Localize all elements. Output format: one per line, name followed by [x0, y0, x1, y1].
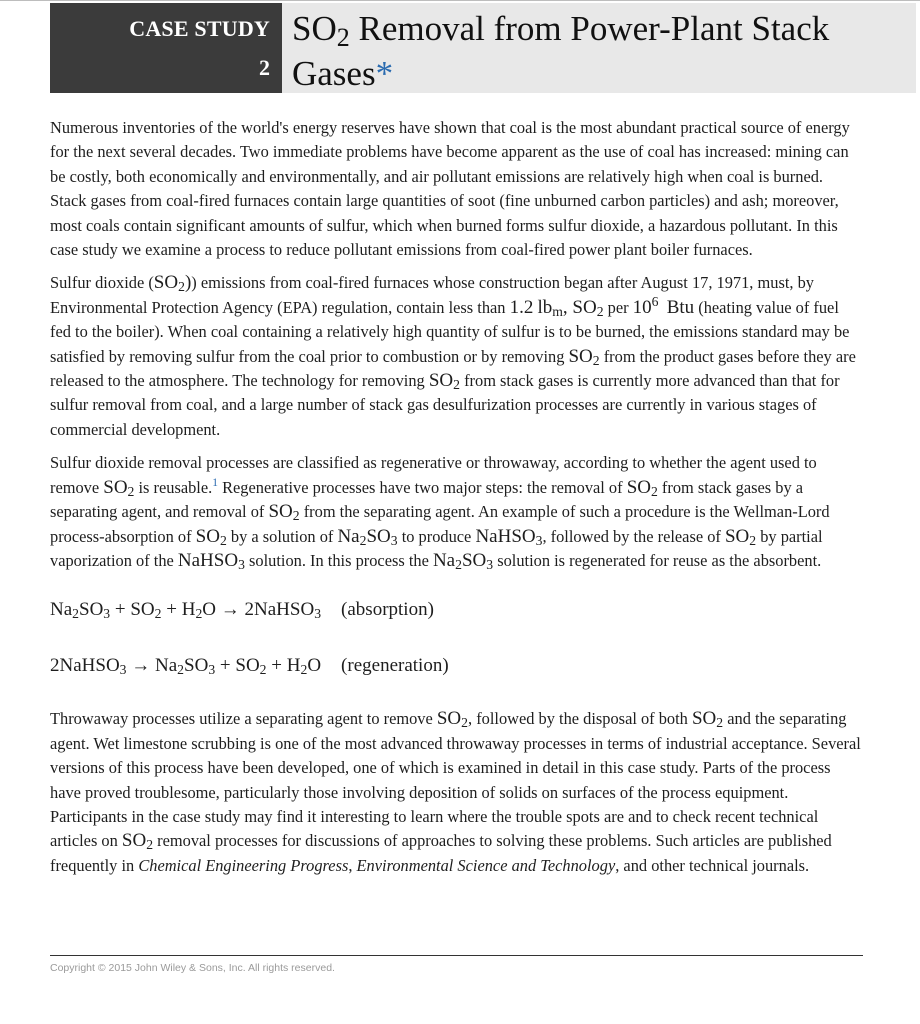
journal-title: Chemical Engineering Progress: [138, 855, 349, 875]
footer-divider: [50, 955, 863, 956]
footnote-link[interactable]: 1: [212, 476, 218, 489]
equation-label-absorption: (absorption): [341, 599, 434, 621]
paragraph-processes: Sulfur dioxide removal processes are classified as regenerative or throwaway, according to whether the agent used to remove $SO_2$ is reusable.$^1$ Regenerative processes have two major steps: the removal of $SO_2$ from stack gases by a separating agent, and removal of $SO_2$ from the separating agent. An example of such a procedure is the Wellman-Lord process-absorption of $SO_2$ by a solution of $Na_2SO_3$ to produce NaHSO$_3$, followed by the release of $SO_2$ by partial vaporization of the NaHSO$_3$ solution. In this process the $Na_2SO_3$ solution is regenerated for reuse as the absorbent.: [50, 453, 830, 572]
paragraph-regulation: Sulfur dioxide $(SO_2)$) emissions from coal-fired furnaces whose construction began after August 17, 1971, must, by Environmental Protection Agency (EPA) regulation, contain less than 1.2 $lb_m$, $SO_2$ per $10^6$ Btu (heating value of fuel fed to the boiler). When coal containing a relatively high quantity of sulfur is to be burned, the emissions standard may be satisfied by removing sulfur from the coal prior to combustion or by removing $SO_2$ from the product gases before they are released to the atmosphere. The technology for removing $SO_2$ from stack gases is currently more advanced than that for sulfur removal from coal, and a large number of stack gas desulfurization processes are currently in various stages of commercial development.: [50, 272, 856, 439]
title-footnote-link[interactable]: *: [375, 54, 394, 93]
case-study-label: [50, 3, 282, 93]
top-divider: [0, 0, 920, 1]
paragraph-intro: Numerous inventories of the world's energy reserves have shown that coal is the most abundant practical source of energy for the next several decades. Two immediate problems have become apparent as the use of coal has increased: mining can be costly, both economically and environmentally, and air pollutant emissions are relatively high when coal is burned. Stack gases from coal-fired furnaces contain large quantities of soot (fine unburned carbon particles) and ash; moreover, most coals contain significant amounts of sulfur, which when burned forms sulfur dioxide, a hazardous pollutant. In this case study we examine a process to reduce pollutant emissions from coal-fired power plant boiler furnaces.: [50, 118, 850, 260]
equation-label-regeneration: (regeneration): [341, 655, 449, 677]
journal-title: Environmental Science and Technology: [356, 855, 616, 875]
copyright-notice: Copyright © 2015 John Wiley & Sons, Inc. All rights reserved.: [50, 962, 335, 974]
article-body: [50, 116, 862, 887]
case-study-label-text: CASE STUDY: [129, 16, 270, 41]
case-study-header: [50, 3, 916, 93]
case-study-number: 2: [259, 55, 270, 80]
equation-absorption: $Na_2SO_3 + SO_2 + H_2O$ → 2NaHSO$_3$ (absorption): [50, 599, 434, 622]
equation-regeneration: 2NaHSO$_3$ → $Na_2SO_3 + SO_2 + H_2O$ (regeneration): [50, 655, 449, 678]
paragraph-throwaway: Throwaway processes utilize a separating agent to remove $SO_2$, followed by the disposal of both $SO_2$ and the separating agent. Wet limestone scrubbing is one of the most advanced throwaway processes in terms of industrial acceptance. Several versions of this process have been developed, one of which is examined in detail in this case study. Parts of the process have proved troublesome, particularly those involving deposition of solids on surfaces of the process equipment. Participants in the case study may find it interesting to learn where the trouble spots are and to check recent technical articles on $SO_2$ removal processes for discussions of approaches to solving these problems. Such articles are published frequently in Chemical Engineering Progress, Environmental Science and Technology, and other technical journals.: [50, 708, 861, 875]
page-title: $SO_2$ Removal from Power-Plant Stack Gases*: [282, 3, 916, 93]
